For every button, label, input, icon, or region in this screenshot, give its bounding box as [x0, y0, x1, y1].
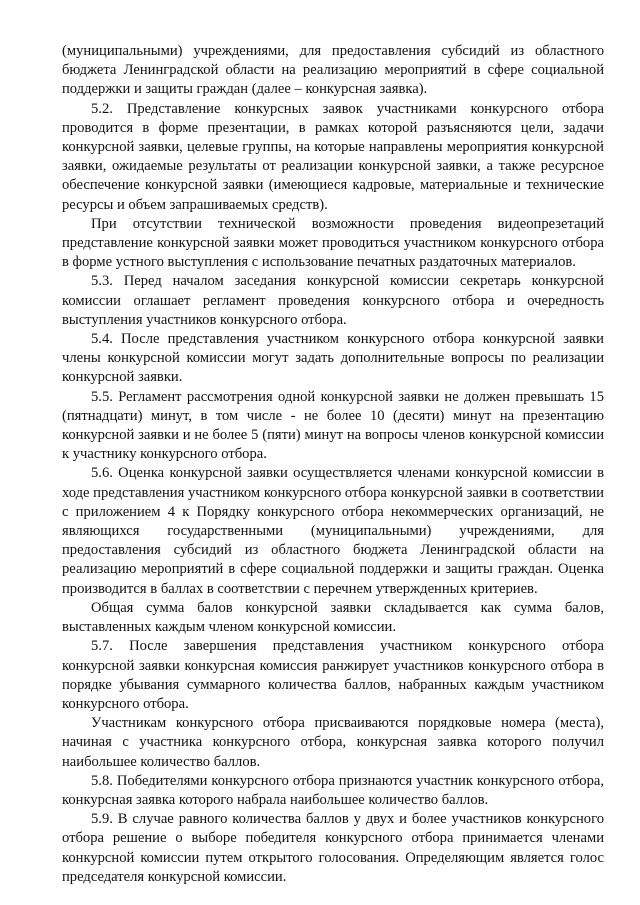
- paragraph-5-8: 5.8. Победителями конкурсного отбора признаются участник конкурсного отбора, конкурсная заявка которого набрала наибольшее количество баллов.: [62, 772, 604, 808]
- paragraph-continuation: (муниципальными) учреждениями, для предоставления субсидий из областного бюджета Ленинградской области на реализацию мероприятий в сфере социальной поддержки и защиты граждан (далее – конкурсная заявка).: [62, 43, 604, 98]
- paragraph-5-9: 5.9. В случае равного количества баллов у двух и более участников конкурсного отбора решение о выборе победителя конкурсного отбора принимается членами конкурсной комиссии путем открытого голосования. Определяющим является голос председателя конкурсной комиссии.: [62, 811, 604, 885]
- paragraph-5-3: 5.3. Перед началом заседания конкурсной комиссии секретарь конкурсной комиссии оглашает регламент проведения конкурсного отбора и очередность выступления участников конкурсного отбора.: [62, 273, 604, 328]
- paragraph-5-2-note: При отсутствии технической возможности проведения видеопрезетаций представление конкурсной заявки может проводиться участником конкурсного отбора в форме устного выступления с использование печатных раздаточных материалов.: [62, 215, 604, 271]
- paragraph-5-6: 5.6. Оценка конкурсной заявки осуществляется членами конкурсной комиссии в ходе представления участником конкурсного отбора конкурсной заявки в соответствии с приложением 4 к Порядку конкурсного отбора некоммерческих организаций, не являющихся государственными (муниципальными) учреждениями, для предоставления субсидий из областного бюджета Ленинградской области на реализацию мероприятий в сфере социальной поддержки и защиты граждан. Оценка производится в баллах в соответствии с перечнем утвержденных критериев.: [62, 465, 604, 597]
- paragraph-5-7: 5.7. После завершения представления участником конкурсного отбора конкурсной заявки конкурсная комиссия ранжирует участников конкурсного отбора в порядке убывания суммарного количества баллов, набранных каждым участником конкурсного отбора.: [62, 638, 604, 712]
- paragraph-5-2: 5.2. Представление конкурсных заявок участниками конкурсного отбора проводится в форме презентации, в рамках которой разъясняются цели, задачи конкурсной заявки, целевые группы, на которые направлены мероприятия конкурсной заявки, ожидаемые результаты от реализации конкурсной заявки, а также ресурсное обеспечение конкурсной заявки (имеющиеся кадровые, материальные и технические ресурсы и объем запрашиваемых средств).: [62, 100, 604, 213]
- paragraph-5-4: 5.4. После представления участником конкурсного отбора конкурсной заявки члены конкурсной комиссии могут задать дополнительные вопросы по реализации конкурсной заявки.: [62, 331, 604, 386]
- paragraph-5-7-ranking: Участникам конкурсного отбора присваиваются порядковые номера (места), начиная с участника конкурсного отбора, конкурсная заявка которого получил наибольшее количество баллов.: [62, 715, 604, 770]
- paragraph-5-5: 5.5. Регламент рассмотрения одной конкурсной заявки не должен превышать 15 (пятнадцати) минут, в том числе - не более 10 (десяти) минут на презентацию конкурсной заявки и не более 5 (пяти) минут на вопросы членов конкурсной комиссии к участнику конкурсного отбора.: [62, 388, 604, 463]
- paragraph-5-6-sum: Общая сумма балов конкурсной заявки складывается как сумма балов, выставленных каждым членом конкурсной комиссии.: [62, 599, 604, 636]
